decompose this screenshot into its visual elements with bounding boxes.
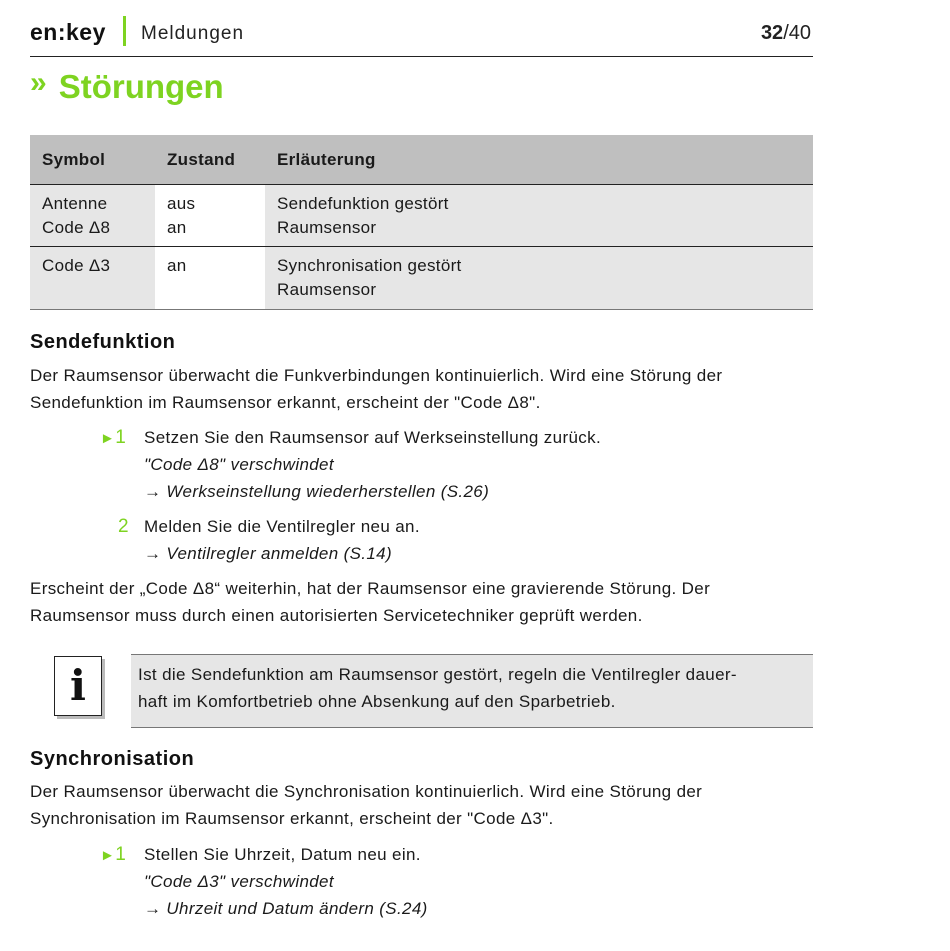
table-header-description: Erläuterung (265, 135, 813, 185)
cell-symbol (30, 247, 155, 310)
step-reference-link[interactable]: → Uhrzeit und Datum ändern (S.24) (144, 899, 428, 918)
paragraph-sync-intro (30, 778, 813, 832)
step-result: "Code Δ8" verschwindet (144, 455, 334, 474)
text-line: Ist die Sendefunktion am Raumsensor gestört, regeln die Ventilregler dauer- (138, 665, 737, 684)
table-row (30, 247, 813, 310)
step-instruction: Setzen Sie den Raumsensor auf Werkseinstellung zurück. (144, 428, 602, 447)
step-text (144, 424, 601, 505)
step-text (144, 841, 428, 922)
play-icon: ► (100, 847, 116, 864)
cell-symbol (30, 185, 155, 247)
title-marker: » (30, 66, 47, 99)
page-current: 32 (760, 22, 784, 44)
text-line: haft im Komfortbetrieb ohne Absenkung auf den Sparbetrieb. (138, 692, 616, 711)
fault-table (30, 135, 813, 310)
cell-line: an (167, 218, 187, 237)
step-reference-link[interactable]: → Werkseinstellung wiederherstellen (S.26) (144, 482, 490, 501)
step-instruction: Melden Sie die Ventilregler neu an. (144, 517, 420, 536)
play-icon: ► (100, 430, 116, 447)
cell-line: Raumsensor (277, 280, 377, 299)
page-number (761, 22, 811, 45)
header-divider (123, 16, 126, 46)
page-title (30, 68, 224, 106)
cell-description (265, 185, 813, 247)
paragraph-send-intro (30, 362, 813, 416)
heading-synchronisation: Synchronisation (30, 748, 195, 770)
text-line: Der Raumsensor überwacht die Synchronisation kontinuierlich. Wird eine Störung der (30, 782, 703, 801)
table-header-state: Zustand (155, 135, 265, 185)
cell-state (155, 185, 265, 247)
cell-description (265, 247, 813, 310)
text-line: Raumsensor muss durch einen autorisierten Servicetechniker geprüft werden. (30, 606, 643, 625)
paragraph-send-outro (30, 575, 813, 629)
cell-line: Sendefunktion gestört (277, 194, 449, 213)
step-number-digit: 1 (115, 844, 127, 865)
step-text (144, 513, 420, 567)
step-instruction: Stellen Sie Uhrzeit, Datum neu ein. (144, 845, 421, 864)
cell-line: an (167, 256, 187, 275)
step-number (100, 841, 140, 869)
step-number (100, 424, 140, 452)
cell-line: aus (167, 194, 196, 213)
step-reference-link[interactable]: → Ventilregler anmelden (S.14) (144, 544, 392, 563)
step-number: 2 (118, 516, 129, 537)
info-note (131, 654, 813, 728)
section-name: Meldungen (141, 23, 245, 44)
text-line: Synchronisation im Raumsensor erkannt, erscheint der "Code Δ3". (30, 809, 554, 828)
heading-sendefunktion: Sendefunktion (30, 331, 176, 353)
step-number-digit: 1 (115, 427, 127, 448)
page-header (30, 16, 813, 57)
info-icon: i (54, 656, 102, 716)
title-text: Störungen (58, 68, 224, 105)
text-line: Sendefunktion im Raumsensor erkannt, erscheint der "Code Δ8". (30, 393, 541, 412)
cell-line: Antenne (42, 194, 108, 213)
text-line: Erscheint der „Code Δ8“ weiterhin, hat der Raumsensor eine gravierende Störung. Der (30, 579, 711, 598)
cell-line: Code Δ3 (42, 256, 111, 275)
cell-line: Synchronisation gestört (277, 256, 462, 275)
page-total: /40 (783, 22, 811, 44)
cell-line: Raumsensor (277, 218, 377, 237)
table-header-symbol: Symbol (30, 135, 155, 185)
step-result: "Code Δ3" verschwindet (144, 872, 334, 891)
text-line: Der Raumsensor überwacht die Funkverbindungen kontinuierlich. Wird eine Störung der (30, 366, 723, 385)
table-header-row (30, 135, 813, 185)
brand-logo: en:key (30, 19, 106, 45)
table-row (30, 185, 813, 247)
cell-line: Code Δ8 (42, 218, 111, 237)
cell-state (155, 247, 265, 310)
